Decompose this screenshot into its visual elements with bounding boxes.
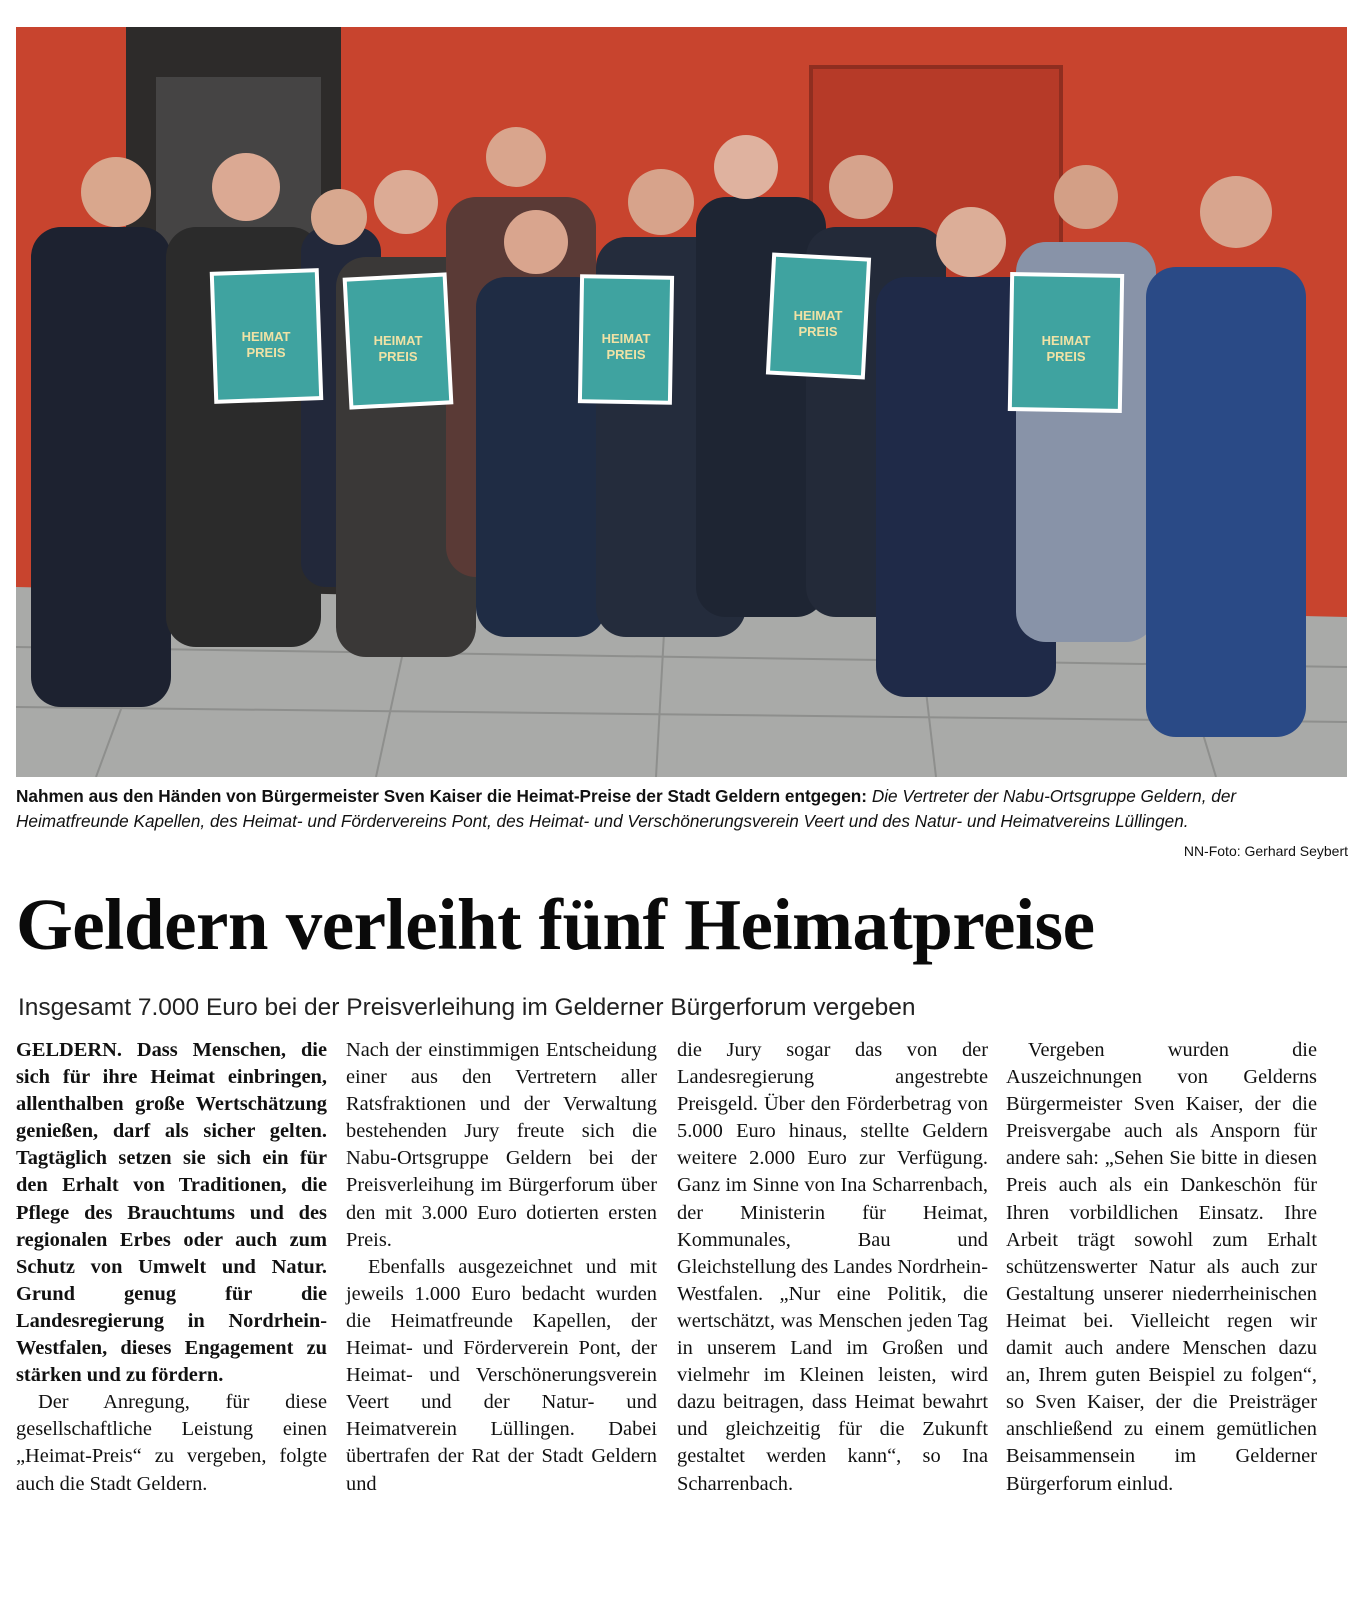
poster-label-4: HEIMAT: [793, 308, 843, 323]
subheadline: Insgesamt 7.000 Euro bei der Preisverleihung im Gelderner Bürgerforum vergeben: [18, 994, 916, 1021]
column-1: [16, 1037, 327, 1498]
photo-caption: [16, 784, 1347, 834]
article-lead: GELDERN. Dass Menschen, die sich für ihre Heimat einbringen, allenthalben große Wertschätzung genießen, darf als sicher gelten. Tagtäglich setzen sie sich ein für den Erhalt von Traditionen, die Pflege des Brauchtums und des regionalen Erbes oder auch zum Schutz von Umwelt und Natur. Grund genug für die Landesregierung in Nordrhein-Westfalen, dieses Engagement zu stärken und zu fördern.: [16, 1039, 327, 1387]
poster-label-3: HEIMAT: [601, 331, 651, 346]
paragraph: Der Anregung, für diese gesellschaftliche Leistung einen „Heimat-Preis“ zu vergeben, folgte auch die Stadt Geldern.: [16, 1391, 327, 1495]
paragraph: Nach der einstimmigen Entscheidung einer aus den Vertretern aller Ratsfraktionen und der Verwaltung bestehenden Jury freute sich die Nabu-Ortsgruppe Geldern bei der Preisverleihung im Bürgerforum über den mit 3.000 Euro dotierten ersten Preis.: [346, 1039, 657, 1251]
caption-lead: Nahmen aus den Händen von Bürgermeister Sven Kaiser die Heimat-Preise der Stadt Geldern entgegen:: [16, 786, 868, 806]
paragraph: Vergeben wurden die Auszeichnungen von Gelderns Bürgermeister Sven Kaiser, der die Preisvergabe auch als Ansporn für andere sah: „Sehen Sie bitte in diesen Preis auch als ein Dankeschön für Ihren vorbildlichen Einsatz. Ihre Arbeit trägt sowohl zum Erhalt schützenswerter Natur als auch zur Gestaltung unserer niederrheinischen Heimat bei. Vielleicht regen wir damit auch andere Menschen dazu an, Ihrem guten Beispiel zu folgen“, so Sven Kaiser, der die Preisträger anschließend zu einem gemütlichen Beisammensein im Gelderner Bürgerforum einlud.: [1006, 1039, 1317, 1495]
poster-label-1: HEIMAT: [241, 329, 291, 344]
column-2: [346, 1037, 657, 1498]
paragraph: die Jury sogar das von der Landesregierung angestrebte Preisgeld. Über den Förderbetrag von 5.000 Euro hinaus, stellte Geldern weitere 2.000 Euro zur Verfügung. Ganz im Sinne von Ina Scharrenbach, der Ministerin für Heimat, Kommunales, Bau und Gleichstellung des Landes Nordrhein-Westfalen. „Nur eine Politik, die wertschätzt, was Menschen jeden Tag in unserem Land im Großen und vielmehr im Kleinen leisten, wird dazu beitragen, dass Heimat bewahrt und gleichzeitig für die Zukunft gestaltet werden kann“, so Ina Scharrenbach.: [677, 1039, 988, 1495]
article-body: [16, 1037, 1347, 1557]
poster-label-2: HEIMAT: [373, 333, 423, 348]
headline: Geldern verleiht fünf Heimatpreise: [16, 884, 1095, 965]
caption-body: Die Vertreter der Nabu-Ortsgruppe Geldern, der Heimatfreunde Kapellen, des Heimat- und Fördervereins Pont, des Heimat- und Verschönerungsverein Veert und des Natur- und Heimatvereins Lüllingen.: [16, 786, 1237, 831]
poster-label-4b: PREIS: [798, 324, 838, 339]
paragraph: Ebenfalls ausgezeichnet und mit jeweils 1.000 Euro bedacht wurden die Heimatfreunde Kapellen, der Heimat- und Förderverein Pont, der Heimat- und Verschönerungsverein Veert und der Natur- und Heimatverein Lüllingen. Dabei übertrafen der Rat der Stadt Geldern und: [346, 1255, 657, 1495]
column-4: [1006, 1037, 1317, 1498]
poster-label-2b: PREIS: [378, 349, 418, 364]
poster-label-5b: PREIS: [1046, 349, 1086, 364]
group-photo: [16, 27, 1347, 777]
poster-label-3b: PREIS: [606, 347, 646, 362]
poster-label-1b: PREIS: [246, 345, 286, 360]
poster-label-5: HEIMAT: [1041, 333, 1091, 348]
column-3: [677, 1037, 988, 1498]
photo-credit: NN-Foto: Gerhard Seybert: [1183, 843, 1348, 859]
